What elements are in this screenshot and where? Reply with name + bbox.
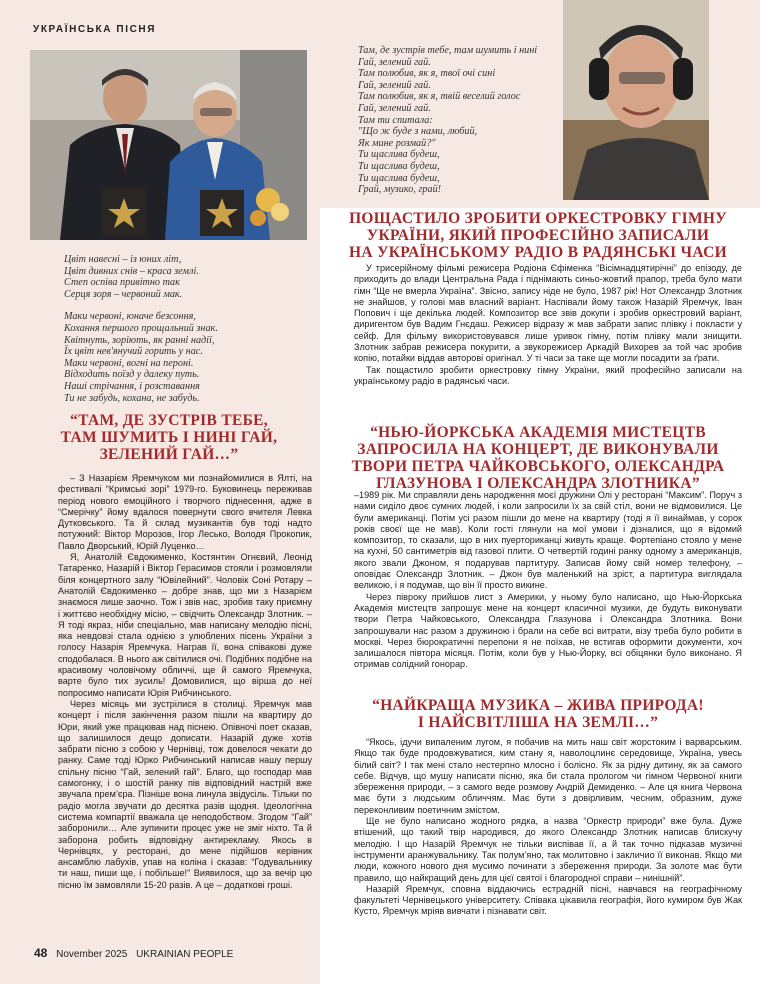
poem-line: Гай, зелений гай.: [358, 56, 431, 68]
article-body-left: [58, 473, 312, 891]
poem-line: Цвіт дивних снів – краса землі.: [64, 265, 199, 277]
headline-line: ТАМ ШУМИТЬ І НИНІ ГАЙ,: [60, 429, 278, 446]
headline-line: ПОЩАСТИЛО ЗРОБИТИ ОРКЕСТРОВКУ ГІМНУ: [349, 210, 727, 227]
poem-line: "Що ж буде з нами, любий,: [358, 126, 478, 138]
headline-line: І НАЙСВІТЛІША НА ЗЕМЛІ…”: [417, 714, 659, 731]
article-paragraph: Я, Анатолій Євдокименко, Костянтин Огнєвий, Леонід Татаренко, Назарій і Віктор Герасимов стояли і розмовляли біля концертного залу “Ювілейний”. Чоловік Соні Ротару – Анатолій Євдокименко – добре знав, що ми з Назарієм знаємося лише заочно. Тож і звів нас, зробив таку приємну і життєво необхідну місію, – свідчить Олександр Злотник. – Я тоді якраз, ніби спеціально, мав написану мелодію пісні, яка невдовзі стала однією з улюблених пісень України з голосу Назарія Яремчука. Награв її, вона співакові дуже сподобалася. В нього аж світилися очі. Подібних подібне на красивому чоловічому обличчі, ще й самого Яремчука, варте було тих зусиль! Домовилися, що вірша до неї попросимо написати Юрія Рибчинського.: [58, 552, 312, 698]
article-paragraph: –1989 рік. Ми справляли день народження моєї дружини Олі у ресторані “Максим”. Поруч з нами сиділо двоє сумних людей, і коли запросили їх за свій стіл, вони не відмовилися. Це були американці. Потім усі разом пішли до мене на квартиру (тоді я її винаймав, у сорок років своєї ще не мав). Коли гості глянули на мої умови і дізналися, що я відомий композитор, то сказали, що в них пуерториканці живуть краще. Фортепіано стояло у мене на кухні, 50 сантиметрів від газової плити. О четвертій годині ранку одному з американців, якого звали Джоном, я подарував партитуру. Записав йому свій номер телефону, – оповідає Олександр Злотник. – Джон був маленький на зріст, а партитура виглядала великою, і я подумав, що він її просто викине.: [354, 490, 742, 591]
headline-line: “ТАМ, ДЕ ЗУСТРІВ ТЕБЕ,: [70, 412, 268, 429]
poem-chervona-ruta: [64, 254, 218, 404]
headline-line: ГЛАЗУНОВА І ОЛЕКСАНДРА ЗЛОТНИКА”: [376, 475, 700, 492]
article-body-anthem: [354, 263, 742, 387]
poem-line: Маки червоні, вогні на пероні.: [64, 357, 194, 369]
poem-line: Гай, зелений гай.: [358, 79, 431, 91]
poem-line: Їх цвіт нев'янучий горить у нас.: [64, 346, 203, 358]
poem-line: Як мине розмай?": [358, 137, 436, 149]
poem-line: Там полюбив, як я, твій веселий голос: [358, 91, 521, 103]
photo-man-with-headphones: [563, 0, 709, 200]
page-number: 48: [34, 946, 48, 960]
page-footer: [34, 946, 233, 960]
poem-line: Маки червоні, юначе безсоння,: [64, 311, 196, 323]
headline-new-york-academy: [334, 424, 742, 492]
poem-line: Ти щаслива будеш,: [358, 160, 440, 172]
article-paragraph: “Якось, ідучи випаленим лугом, я побачив на мить наш світ жорстоким і варварським. Якщо так буде продовжуватися, ким стану я, наволоцлинє середовище, Україна, увесь білий світ? І так мені стало нестерпно млосно і болісно. Як за рідну дитину, як за самого себе. Відчув, що мушу написати пісню, яка би стала прологом чи гімном Червоної книги збереження природи, – з самого веде розмову Андрій Демиденко. – Але ця книга Червона має бути з людським обличчям. Має бути з довірливим, чесним, образним, дуже переконливим поетичним змістом.: [354, 737, 742, 815]
headline-line: ЗАПРОСИЛА НА КОНЦЕРТ, ДЕ ВИКОНУВАЛИ: [357, 441, 719, 458]
poem-line: Кохання першого прощальний знак.: [64, 322, 218, 334]
article-paragraph: – З Назарієм Яремчуком ми познайомилися в Ялті, на фестивалі “Кримські зорі” 1979-го. Буковинець переживав період нового емоційного і творчого піднесення, адже в “Смерічку” йому вдалося повернути свого вчителя Левка Дутковського. Та й склад музикантів був тоді надто потужний: Віктор Морозов, Ігор Лесько, Володя Прокопик, Павло Дворський, Юрій Луценко…: [58, 473, 312, 551]
headline-line: УКРАЇНИ, ЯКИЙ ПРОФЕСІЙНО ЗАПИСАЛИ: [366, 227, 710, 244]
headline-line: “НЬЮ-ЙОРКСЬКА АКАДЕМІЯ МИСТЕЦТВ: [370, 424, 706, 441]
photo-two-men-with-awards: [30, 50, 307, 240]
article-paragraph: Так пощастило зробити оркестровку гімну України, який професійно записали на українському радіо в радянські часи.: [354, 364, 742, 386]
poem-line: Квітнуть, зоріють, як ранні надії,: [64, 334, 215, 346]
headline-line: ЗЕЛЕНИЙ ГАЙ…”: [99, 446, 239, 463]
poem-hai-zelenyi-hai: [358, 45, 537, 196]
issue-date: November 2025: [56, 949, 128, 960]
photo-two-men-illustration: [30, 50, 307, 240]
article-paragraph: Через місяць ми зустрілися в столиці. Яремчук мав концерт і після закінчення разом пішли на квартиру до Юри, який уже працював над піснею. Опівночі поет сказав, що залишилося дещо дописати. Назарій дуже хотів забрати пісню з собою у Чернівці, тож довелося чекати до ранку. Саме тоді Юрко Рибчинський написав нашу першу спільну пісню “Гай, зелений гай”. Благо, що господар мав самогонку, і о шостій ранку пів відповідний настрій вже звучала прем’єра. Пізніше вона линула звідусіль. Тільки по радіо могла звучати до десятка разів щодня. Ідеологічна система компартії вважала це неподобством. Згодом “Гай” заборонили… Але зупинити процес уже не зміг ніхто. Та й заборона робить відповідну антирекламу. Якось в Чернівцях, у ресторані, до мене підійшов керівник ансамблю лабухів, упав на коліна і сказав: “Годувальнику ти наш, пиши ще, і побільше!” Виявилося, що за вечір цю пісню їм замовляли 15-20 разів. А це – додаткові гроші.: [58, 698, 312, 890]
article-body-nature: [354, 737, 742, 918]
poem-line: Там полюбив, як я, твої очі сині: [358, 68, 496, 80]
poem-line: Там, де зустрів тебе, там шумить і нині: [358, 45, 538, 56]
poem-line: Наші стрічання, і розставання: [64, 380, 200, 392]
stanza-gap: [64, 300, 218, 311]
poem-line: Степ оспіва привітно так: [64, 277, 180, 289]
section-label: УКРАЇНСЬКА ПІСНЯ: [33, 24, 157, 35]
article-paragraph: Ще не було написано жодного рядка, а назва “Оркестр природи” вже була. Дуже втішений, що такий твір народився, до якого Олександр Злотник написав блискучу мелодію. І що Назарій Яремчук не тільки виспівав її, а й так точно підказав музичні інструменти аранжувальнику. Так полум’яно, так молитовно і закличио її виконав. Якщо ми люди, кожного нового дня мусимо починати з збереження природи. За золоте має бути правило, що найкращий день для цієї святої і благородної справи – нинішній”.: [354, 816, 742, 883]
headline-anthem-orchestration: [334, 210, 742, 261]
poem-line: Ти не забудь, кохана, не забудь.: [64, 392, 200, 404]
article-paragraph: Через півроку прийшов лист з Америки, у ньому було написано, що Нью-Йоркська Академія мистецтв запрошує мене на концерт класичної музики, де будуть виконувати твори Петра Чайковського, Олександра Глазунова і Олександра Злотника. Вони запрошували нас разом з дружиною і брали на себе всі витрати, візу треба було робити в москві. Через бюрократичні перепони я не поїхав, не встигав оформити документи, хоч залишалося півтора місяця. Потім, коли був у Нью-Йорку, всі обіцянки було виконано. Я отримав солідний гонорар.: [354, 591, 742, 670]
article-body-new-york: [354, 490, 742, 671]
headline-line: “НАЙКРАЩА МУЗИКА – ЖИВА ПРИРОДА!: [372, 697, 704, 714]
headline-line: ТВОРИ ПЕТРА ЧАЙКОВСЬКОГО, ОЛЕКСАНДРА: [351, 458, 725, 475]
headline-hai-zelenyi: [30, 412, 308, 463]
poem-line: Ти щаслива будеш,: [358, 149, 440, 161]
poem-line: Ти щаслива будеш,: [358, 172, 440, 184]
poem-line: Цвіт навесні – із юних літ,: [64, 254, 182, 265]
photo-headphones-illustration: [563, 0, 709, 200]
poem-line: Грай, музико, грай!: [358, 184, 442, 196]
poem-line: Відходить поїзд у далеку путь.: [64, 369, 200, 381]
article-paragraph: Назарій Яремчук, сповна віддаючись естрадній пісні, навчався на географічному факультеті Чернівецького університету. Співака цікавила географія, його кумиром був Жак Кусто, Яремчук мріяв вивчати і пізнавати світ.: [354, 883, 742, 917]
poem-line: Серця зоря – червоний мак.: [64, 288, 183, 300]
headline-best-music-nature: [334, 697, 742, 731]
poem-line: Гай, зелений гай.: [358, 102, 431, 114]
article-paragraph: У трисерійному фільмі режисера Родіона Єфіменка “Вісімнадцятирічні” до епізоду, де приходить до влади Центральна Рада і піднімають синьо-жовтий прапор, треба було мати гімн “Ще не вмерла Україна”. Звісно, запису ніде не було, 1987 рік! Нот Олександр Злотник не знайшов, у голові мав власний варіант. Наспівали йому також Назарій Яремчук, Іван Попович і ще декілька людей. Композитор все звів докупи і зробив оркестровий варіант, диригентом був Вадим Гнєдаш. Режисер відразу ж мав забрати запис плівку і покласти у сейф. Для фільму використовувався лише уривок гімну, потім плівку мали знищити. Злотник забрав режисера покурити, а звукорежисер Аркадій Вихорев за той час зробив копію, потайки віддав авторові оригінал. У ті часи за таке ще могли посадити за ґрати.: [354, 263, 742, 364]
magazine-name: UKRAINIAN PEOPLE: [136, 949, 234, 960]
poem-line: Там ти спитала:: [358, 114, 433, 126]
headline-line: НА УКРАЇНСЬКОМУ РАДІО В РАДЯНСЬКІ ЧАСИ: [349, 244, 727, 261]
